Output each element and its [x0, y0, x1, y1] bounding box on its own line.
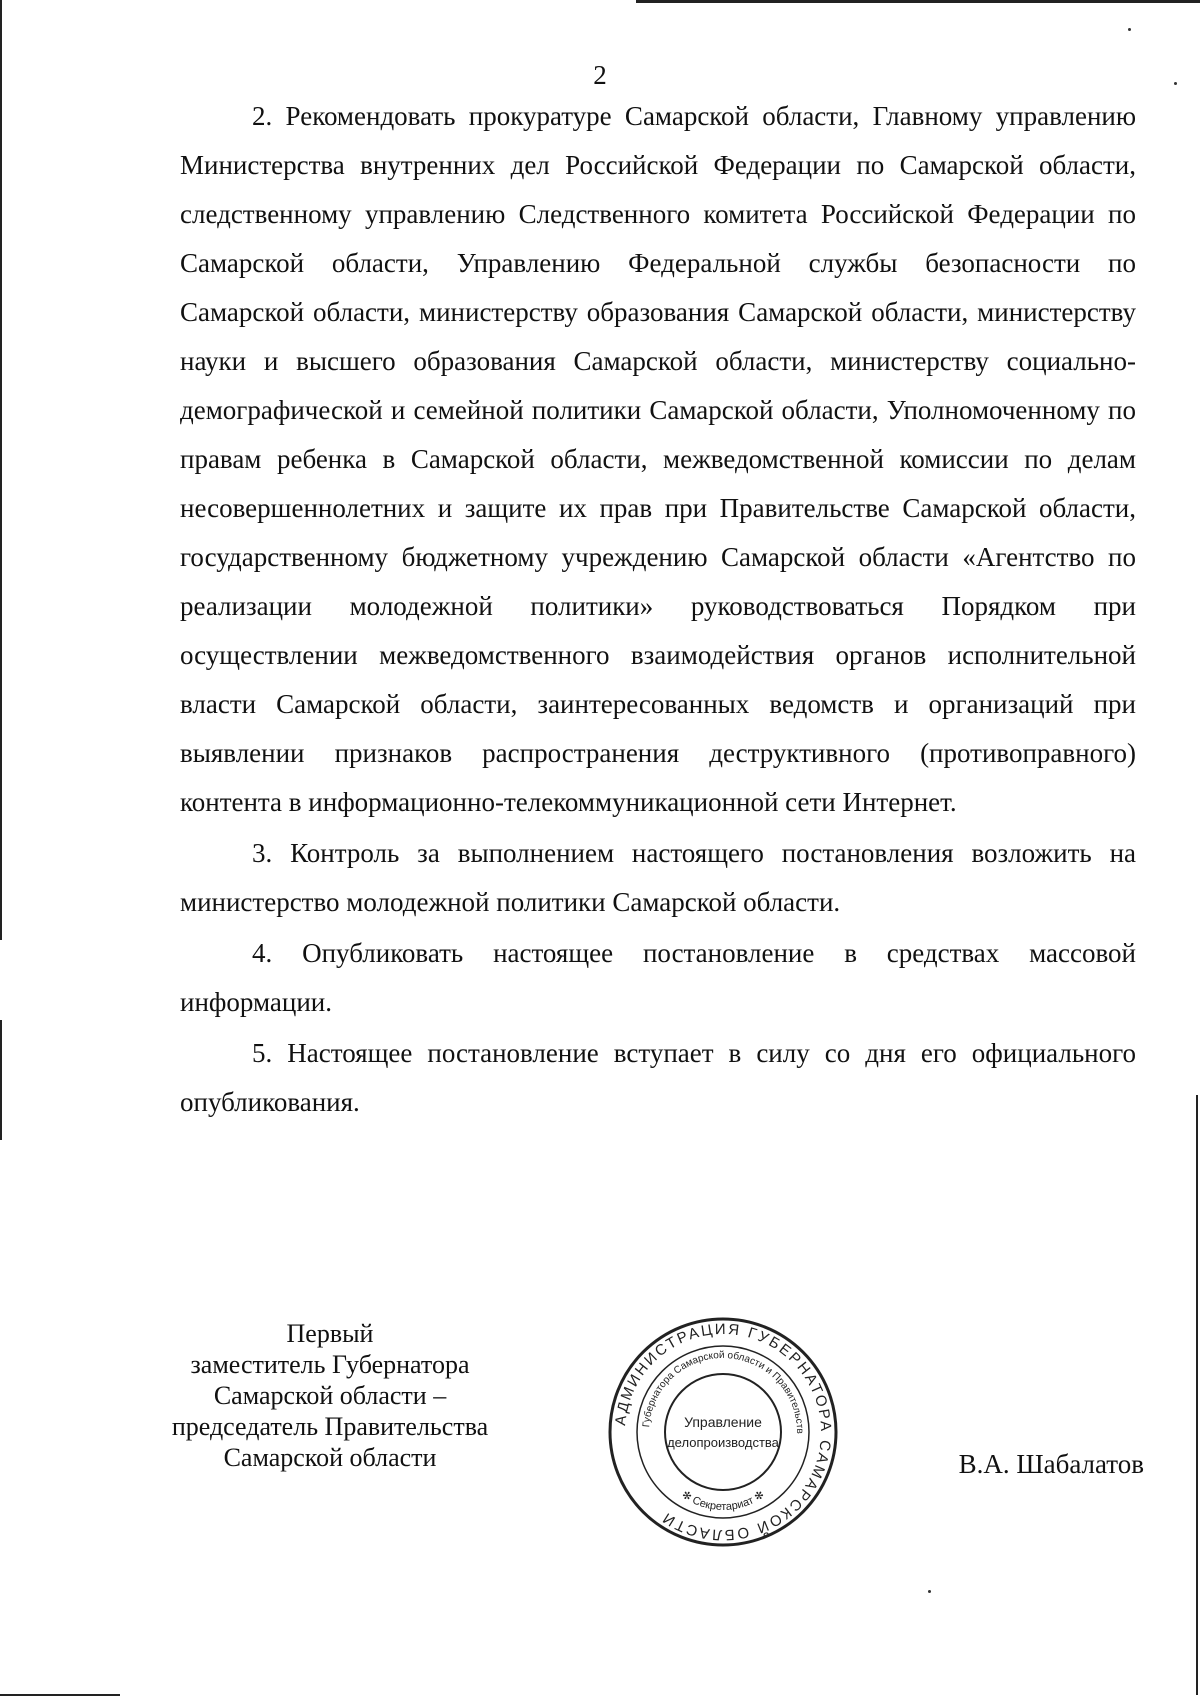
seal-graphic	[606, 1315, 840, 1549]
seal-bottom-text: ✻ Секретариат ✻	[679, 1488, 767, 1514]
official-seal	[606, 1315, 840, 1549]
seal-inner-text: Губернатора Самарской области и Правительств	[641, 1349, 806, 1434]
paragraph-text: Опубликовать настоящее постановление в средствах массовой информации.	[180, 938, 1137, 1017]
scan-edge-left-lower	[0, 1020, 2, 1140]
signatory-title: Первый заместитель Губернатора Самарской области – председатель Правительства Самарской области	[171, 1319, 489, 1472]
scan-edge-right	[1196, 1095, 1198, 1695]
paragraph-2	[180, 92, 1136, 827]
signatory-name: В.А. Шабалатов	[958, 1449, 1144, 1479]
seal-center-line1: Управление	[684, 1414, 762, 1430]
scan-edge-top	[636, 0, 1200, 3]
document-body	[180, 92, 1136, 1127]
scan-edge-left	[0, 0, 2, 940]
svg-text:✻ Секретариат ✻	[679, 1489, 766, 1513]
paragraph-number: 4.	[252, 938, 273, 968]
scan-edge-bottom	[0, 1694, 120, 1696]
paragraph-4	[180, 929, 1136, 1027]
paragraph-text: Рекомендовать прокуратуре Самарской области, Главному управлению Министерства внутренних дел Российской Федерации по Самарской области, следственному управлению Следственного комитета Российской Федерации по Самарской области, Управлению Федеральной службы безопасности по Самарской области, министерству образования Самарской области, министерству науки и высшего образования Самарской области, министерству социально-демографической и семейной политики Самарской области, Уполномоченному по правам ребенка в Самарской области, межведомственной комиссии по делам несовершеннолетних и защите их прав при Правительстве Самарской области, государственному бюджетному учреждению Самарской области «Агентство по реализации молодежной политики» руководствоваться Порядком при осуществлении межведомственного взаимодействия органов исполнительной власти Самарской области, заинтересованных ведомств и организаций при выявлении признаков распространения деструктивного (противоправного) контента в информационно-телекоммуникационной сети Интернет.	[180, 101, 1137, 817]
paragraph-number: 5.	[252, 1038, 273, 1068]
paragraph-text: Настоящее постановление вступает в силу со дня его официального опубликования.	[180, 1038, 1137, 1117]
paragraph-text: Контроль за выполнением настоящего постановления возложить на министерство молодежной политики Самарской области.	[180, 838, 1136, 917]
seal-outer-text: АДМИНИСТРАЦИЯ ГУБЕРНАТОРА САМАРСКОЙ ОБЛАСТИ	[612, 1320, 835, 1544]
paragraph-number: 2.	[252, 101, 273, 131]
scan-speck	[1128, 28, 1131, 31]
scan-speck	[928, 1590, 931, 1593]
page-number: 2	[593, 60, 607, 90]
paragraph-number: 3.	[252, 838, 273, 868]
paragraph-5	[180, 1029, 1136, 1127]
paragraph-3	[180, 829, 1136, 927]
seal-center-line2: делопроизводства	[667, 1435, 779, 1450]
